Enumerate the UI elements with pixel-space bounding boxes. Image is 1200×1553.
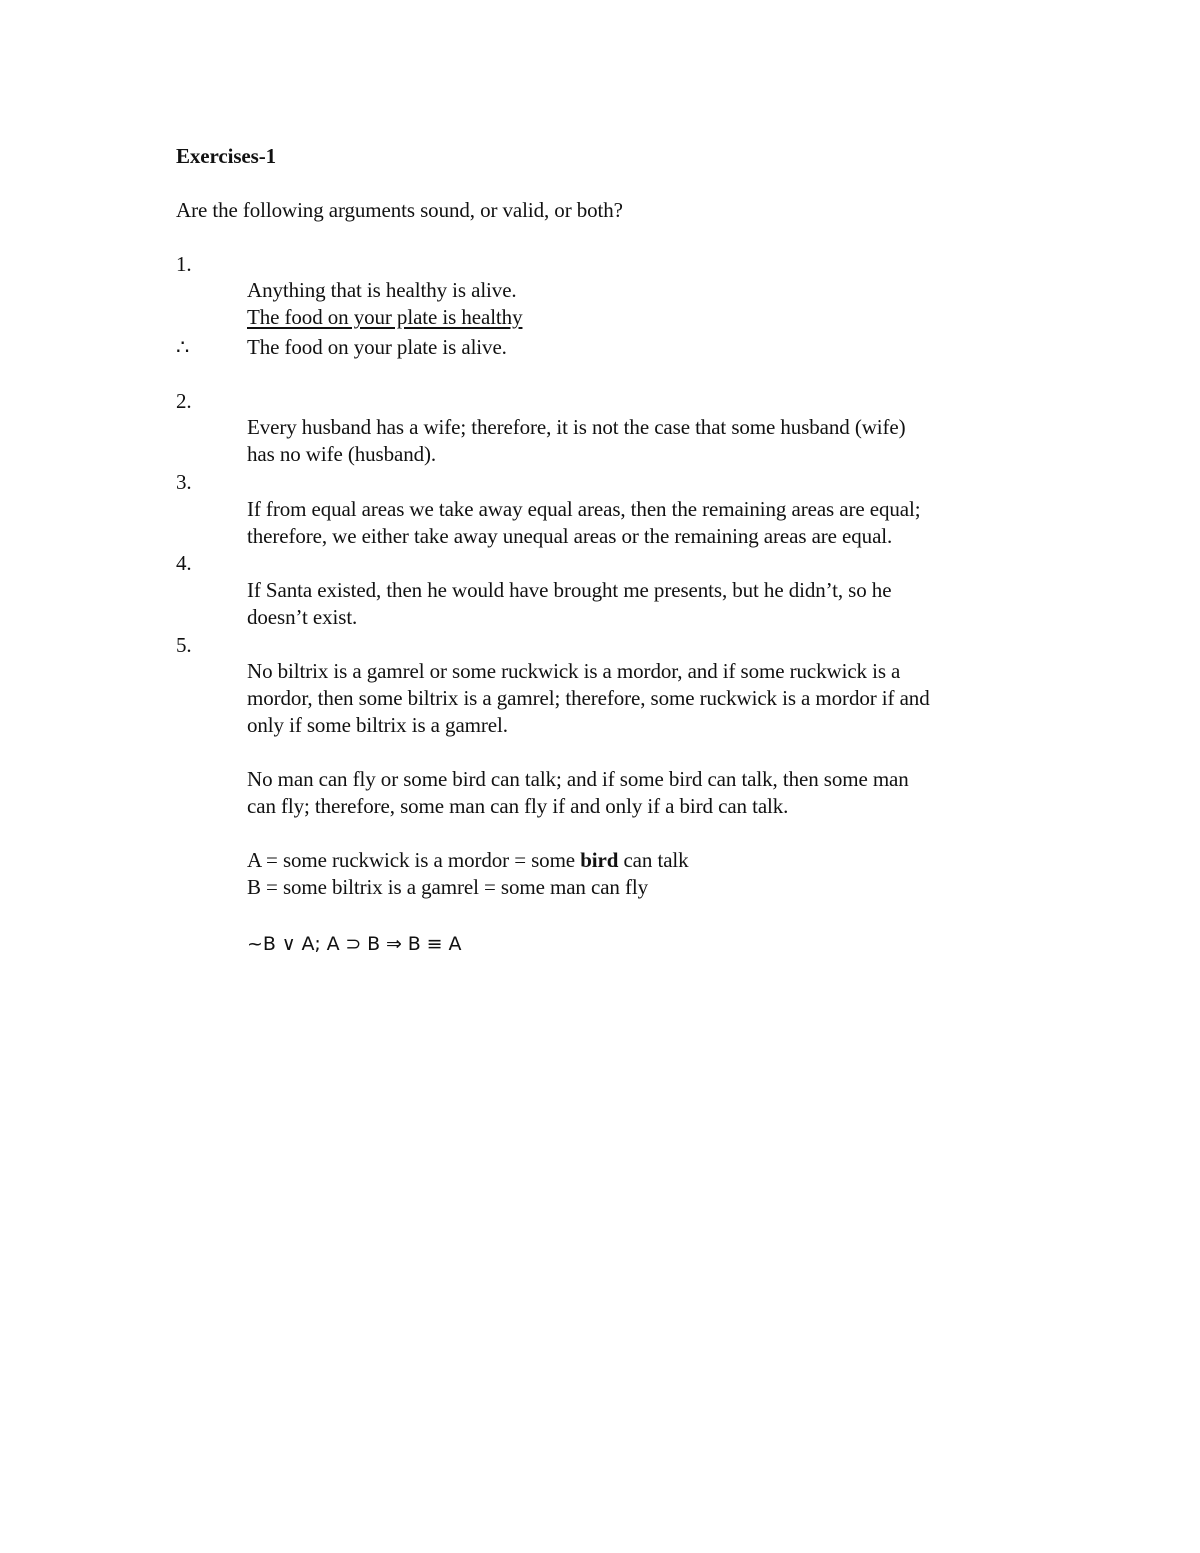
exercise-5-paraphrase-line-2: can fly; therefore, some man can fly if and only if a bird can talk. [247, 794, 789, 818]
exercise-3-line-2: therefore, we either take away unequal areas or the remaining areas are equal. [247, 524, 893, 548]
exercise-5-paraphrase-line-1: No man can fly or some bird can talk; and if some bird can talk, then some man [247, 767, 909, 791]
therefore-symbol: ∴ [176, 335, 190, 359]
exercise-2-line-2: has no wife (husband). [247, 442, 437, 466]
definition-b: B = some biltrix is a gamrel = some man can fly [247, 875, 648, 899]
exercise-1-premise-1: Anything that is healthy is alive. [247, 278, 517, 302]
definition-a [247, 847, 689, 874]
question-text: Are the following arguments sound, or valid, or both? [176, 198, 623, 222]
exercise-3-number: 3. [176, 470, 192, 494]
exercise-4-line-2: doesn’t exist. [247, 605, 358, 629]
exercise-2-number: 2. [176, 389, 192, 413]
exercise-2-line-1: Every husband has a wife; therefore, it is not the case that some husband (wife) [247, 415, 906, 439]
definition-a-pre: A = some ruckwick is a mordor = some [247, 848, 581, 872]
exercise-3-line-1: If from equal areas we take away equal areas, then the remaining areas are equal; [247, 497, 921, 521]
exercise-5-number: 5. [176, 633, 192, 657]
exercise-5-line-3: only if some biltrix is a gamrel. [247, 713, 508, 737]
logic-formula: ~B ∨ A; A ⊃ B ⇒ B ≡ A [247, 933, 462, 955]
exercise-5-line-2: mordor, then some biltrix is a gamrel; therefore, some ruckwick is a mordor if and [247, 686, 930, 710]
definition-a-post: can talk [618, 848, 689, 872]
exercise-1-number: 1. [176, 252, 192, 276]
exercise-1-premise-2: The food on your plate is healthy [247, 305, 523, 329]
definition-a-bold: bird [580, 848, 619, 872]
page-title: Exercises-1 [176, 144, 276, 168]
exercise-4-number: 4. [176, 551, 192, 575]
exercise-1-conclusion: The food on your plate is alive. [247, 335, 507, 359]
exercise-5-line-1: No biltrix is a gamrel or some ruckwick is a mordor, and if some ruckwick is a [247, 659, 901, 683]
exercise-4-line-1: If Santa existed, then he would have brought me presents, but he didn’t, so he [247, 578, 892, 602]
